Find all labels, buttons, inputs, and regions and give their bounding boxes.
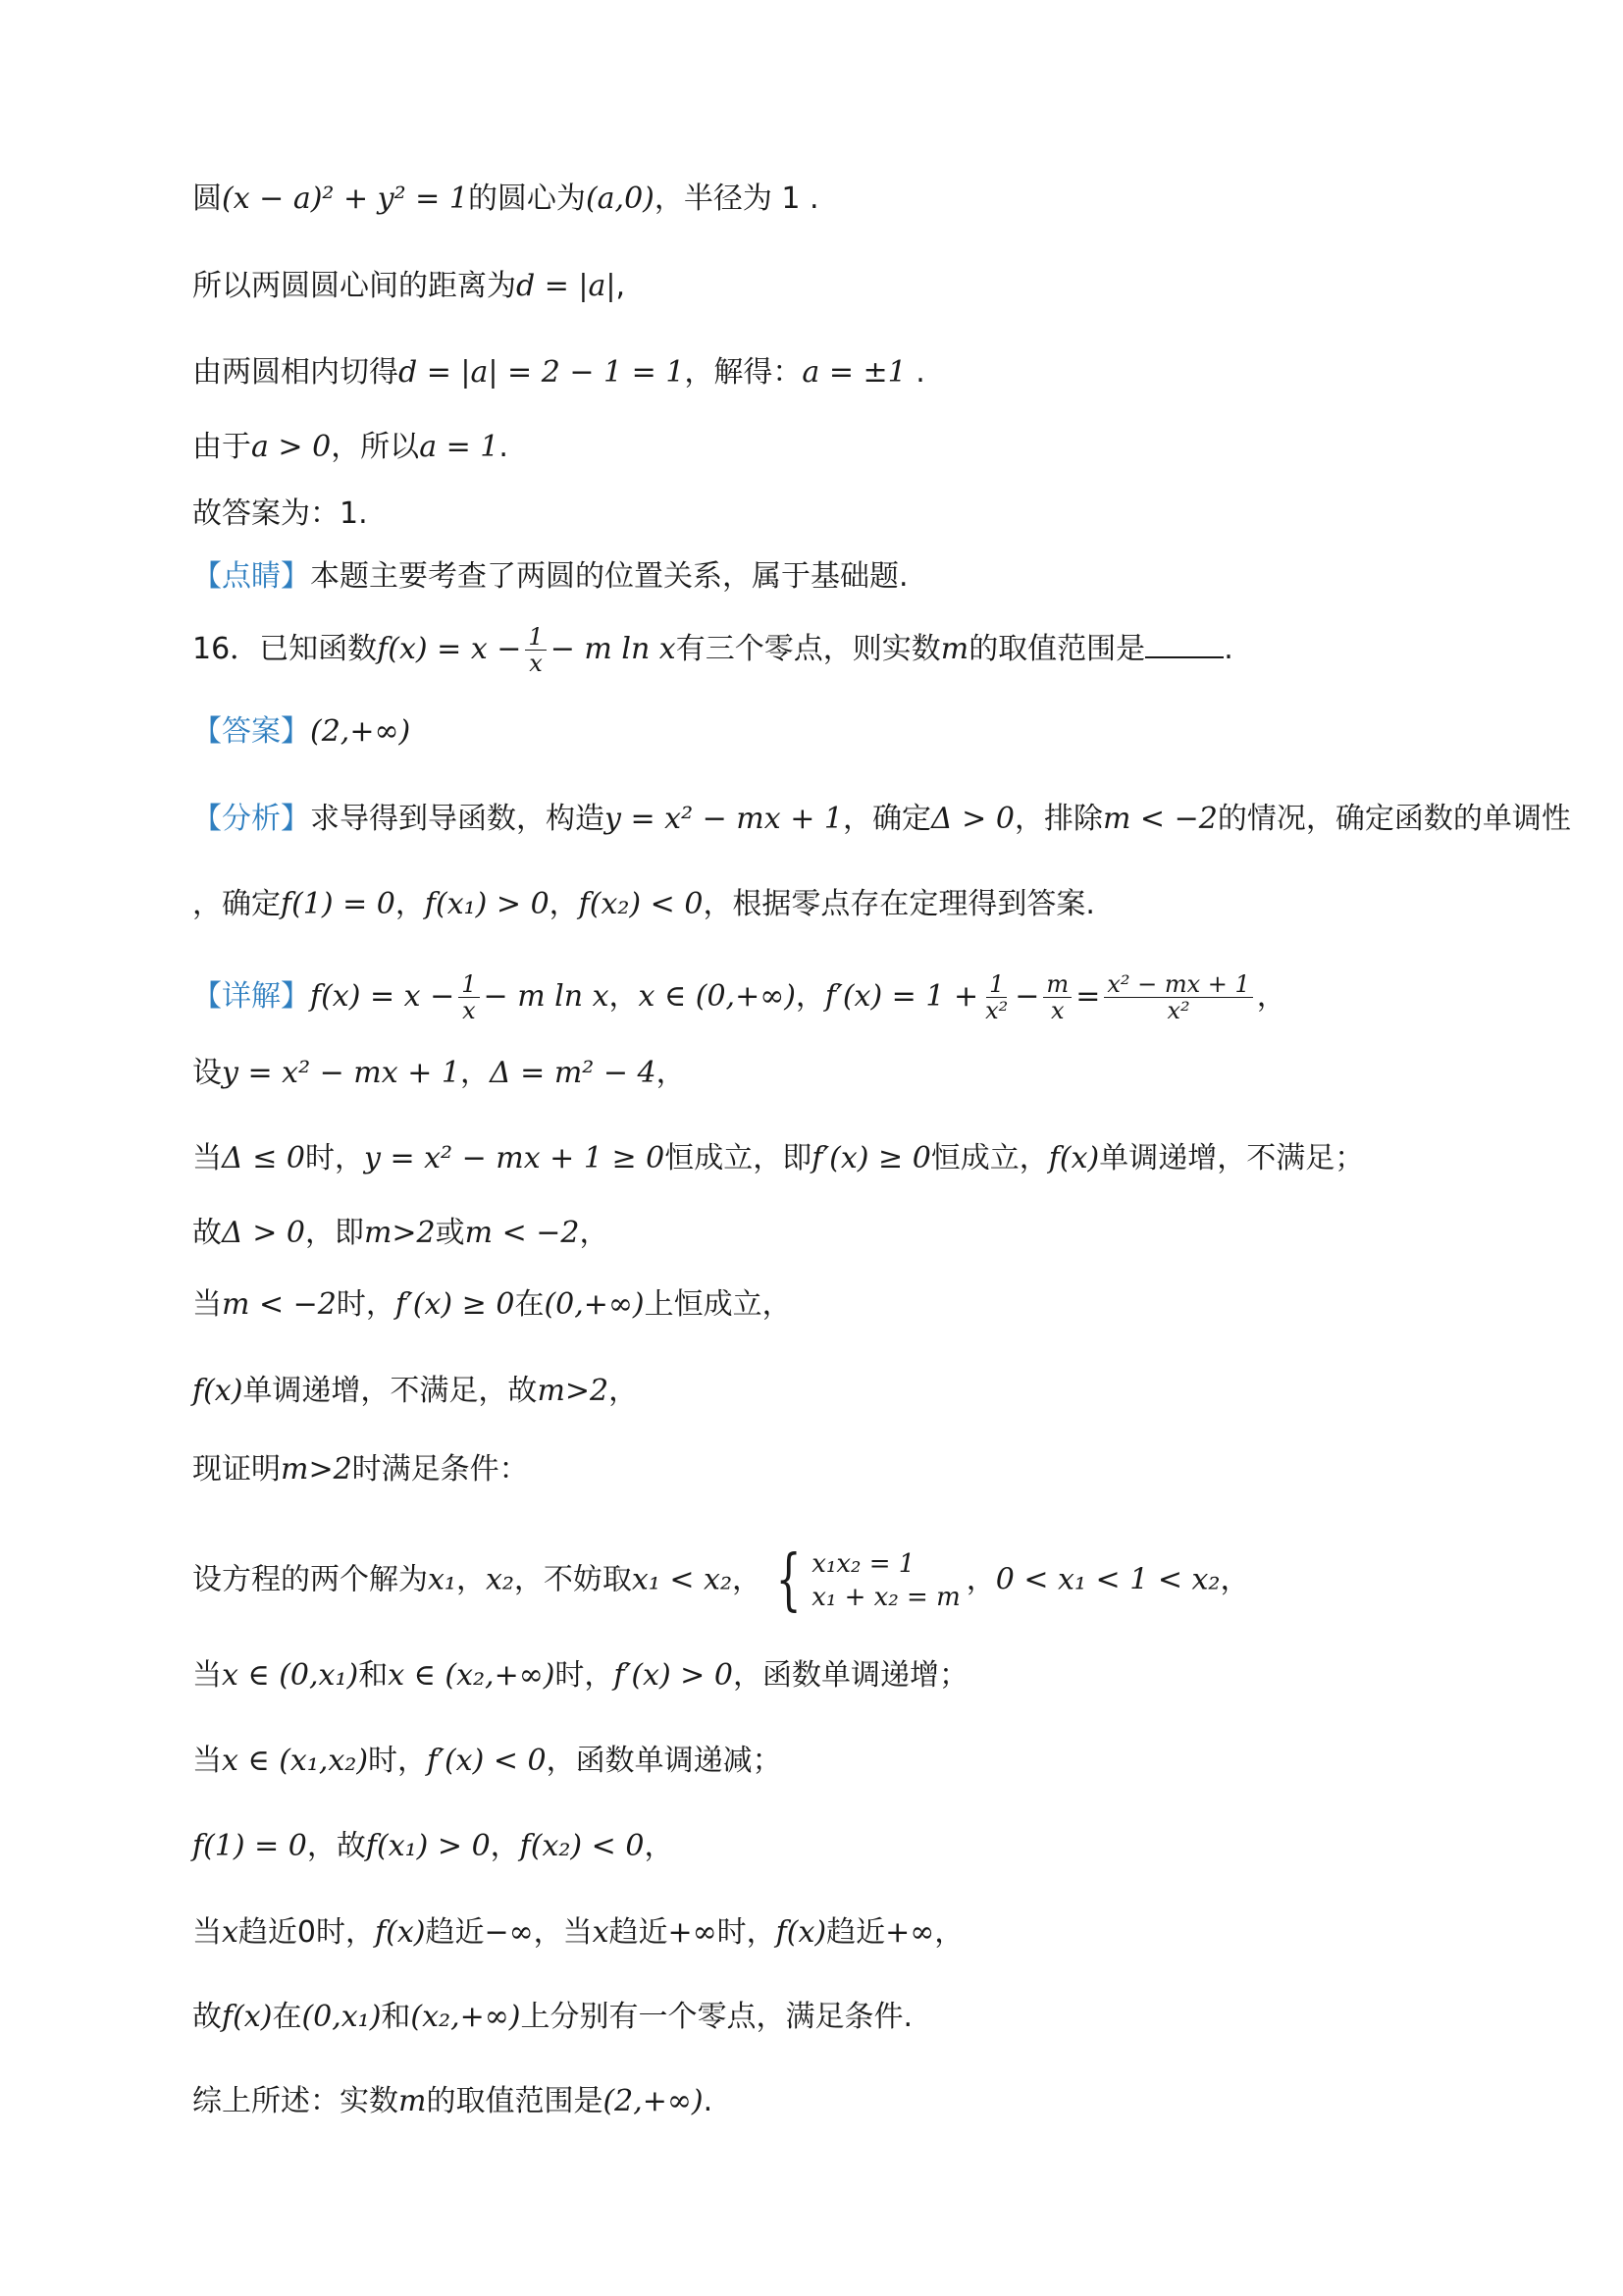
text: 时满足条件： [351,1452,529,1487]
fraction-numerator: m [1043,971,1072,998]
math-expression: f(x) [192,1374,243,1408]
text: ， [549,887,579,921]
detail-16-derivative [192,971,1505,1023]
math-expression: f(x) = x − [310,979,455,1014]
line-answer-15 [192,495,1505,534]
math-expression: m < −2 [1102,802,1218,836]
math-expression: x ∈ (0,x₁) [222,1658,359,1693]
detail-16-zeros [192,1998,1505,2037]
text: 当 [192,1744,222,1778]
math-expression: − m ln x [550,632,676,666]
math-expression: m < −2 [222,1287,337,1322]
math-expression: (2,+∞) [310,714,411,749]
text: ，解得： [684,355,803,390]
math-expression: x ∈ (x₂,+∞) [388,1658,555,1693]
text: ， [966,1562,996,1597]
fraction [458,971,479,1023]
math-expression: (x₂,+∞) [410,2000,521,2034]
math-expression: f(x) [375,1915,426,1950]
analysis-16-line1 [192,800,1571,839]
math-expression: (x − a)² + y² = 1 [222,182,468,216]
text: ，函数单调递减； [546,1744,782,1778]
text: 有三个零点，则实数 [675,632,941,666]
text: ，排除 [1014,802,1103,836]
math-expression: − [1015,979,1040,1014]
math-expression: a = ±1 [802,355,907,390]
line-comment-15 [192,557,1505,597]
text: ， [795,979,825,1014]
detail-16-roots [192,1541,1505,1619]
detail-16-values [192,1827,1505,1866]
math-expression: x₁ [428,1562,456,1597]
text: . [498,430,508,464]
text: 的圆心为 [467,182,586,216]
math-expression: f(1) = 0 [281,887,395,921]
fraction [1104,971,1252,1023]
detail-tag: 【详解】 [192,979,310,1014]
text: 时， [554,1658,614,1693]
text: ，确定 [192,887,281,921]
text: ， [394,887,425,921]
text: 和 [381,2000,411,2034]
text: ，函数单调递增； [732,1658,969,1693]
text: ，故 [306,1829,366,1863]
math-expression: d = |a| [516,269,616,303]
math-expression: f(x₂) < 0 [578,887,704,921]
line-circle-center [192,180,1505,219]
math-expression: y = x² − mx + 1 [222,1056,460,1090]
math-expression: f′(x) > 0 [613,1658,733,1693]
fraction-numerator: 1 [525,624,546,651]
math-expression: m>2 [537,1374,609,1408]
fraction-numerator: 1 [986,971,1007,998]
text: 故 [192,2000,222,2034]
answer-16 [192,712,1505,752]
line-a-positive [192,428,1505,467]
math-expression: m [398,2084,427,2118]
text: ，确定 [842,802,931,836]
detail-16-m-less-neg2 [192,1285,1505,1325]
math-expression: x₁ < x₂ [631,1562,733,1597]
text: ，即 [304,1216,364,1250]
math-expression: +∞ [667,1915,717,1950]
detail-16-case-delta-le-0 [192,1139,1505,1178]
analysis-tag: 【分析】 [192,802,310,836]
text: ， [608,979,639,1014]
text: 在 [272,2000,302,2034]
text: . [1224,632,1233,666]
text: 设 [192,1056,222,1090]
brace-icon: { [775,1541,802,1619]
text: 在 [514,1287,545,1322]
math-expression: 0 < x₁ < 1 < x₂ [995,1562,1221,1597]
text: ， [490,1829,520,1863]
detail-16-decreasing [192,1742,1505,1781]
math-expression: f(1) = 0 [192,1829,307,1863]
detail-16-prove [192,1450,1505,1489]
fraction-numerator: 1 [458,971,479,998]
answer-blank [1145,631,1224,658]
text: 故答案为：1. [192,496,368,531]
text: 时， [716,1915,776,1950]
line-internal-tangent [192,353,1505,392]
text: 故 [192,1216,222,1250]
fraction-denominator: x [1051,997,1065,1024]
fraction-denominator: x [529,650,543,677]
fraction [982,971,1011,1023]
text: 趋近 [826,1915,886,1950]
text: ，所以 [331,430,420,464]
text: ， [934,1915,965,1950]
text: 恒成立， [930,1141,1049,1175]
math-expression: Δ > 0 [222,1216,305,1250]
math-expression: (2,+∞) [602,2084,704,2118]
system-equation-2: x₁ + x₂ = m [812,1583,961,1612]
text: 趋近 [608,1915,668,1950]
math-expression: m < −2 [464,1216,580,1250]
analysis-16-line2 [192,885,1505,924]
math-expression: = [1075,979,1101,1014]
equation-system [767,1541,961,1619]
text: 和 [358,1658,389,1693]
fraction-denominator: x² [985,997,1009,1024]
math-expression: f(x₁) > 0 [365,1829,491,1863]
line-center-distance [192,267,1505,306]
text: 时， [368,1744,428,1778]
text: ， [655,1056,686,1090]
text: ， [608,1374,639,1408]
system-equation-1: x₁x₂ = 1 [812,1549,916,1579]
math-expression: a = 1 [419,430,499,464]
detail-16-monotone [192,1372,1505,1411]
text: 现证明 [192,1452,281,1487]
detail-16-increasing [192,1656,1505,1696]
math-expression: (0,x₁) [301,2000,382,2034]
text: 恒成立，即 [664,1141,812,1175]
text: 时， [336,1287,395,1322]
math-expression: f′(x) = 1 + [824,979,979,1014]
text: , [615,269,626,303]
detail-16-limits [192,1913,1505,1953]
detail-16-conclusion [192,2082,1505,2121]
math-expression: f′(x) ≥ 0 [812,1141,931,1175]
fraction-numerator: x² − mx + 1 [1104,971,1252,998]
text: 当 [192,1141,222,1175]
math-expression: x [222,1915,238,1950]
text: 当 [192,1287,222,1322]
math-expression: x₂ [485,1562,514,1597]
detail-16-define-y [192,1054,1505,1093]
math-expression: f(x) [775,1915,827,1950]
text: 16．已知函数 [192,632,378,666]
detail-16-delta-positive [192,1214,1505,1253]
math-expression: (0,+∞) [544,1287,645,1322]
question-16 [192,624,1505,676]
answer-tag: 【答案】 [192,714,310,749]
text: ， [1256,979,1286,1014]
math-expression: Δ ≤ 0 [222,1141,305,1175]
text: 或 [435,1216,465,1250]
math-expression: f(x) [1048,1141,1100,1175]
text: 当 [192,1658,222,1693]
text: ， [579,1216,609,1250]
text: 的取值范围是 [426,2084,603,2118]
text: 由于 [192,430,251,464]
math-expression: x ∈ (x₁,x₂) [222,1744,369,1778]
text: 趋近0时， [237,1915,376,1950]
text: ，当 [533,1915,593,1950]
math-expression: (a,0) [585,182,654,216]
text: ， [1220,1562,1250,1597]
math-expression: m>2 [363,1216,436,1250]
text: . [703,2084,713,2118]
text: 的情况，确定函数的单调性 [1217,802,1571,836]
math-expression: a > 0 [251,430,332,464]
text: 当 [192,1915,222,1950]
math-expression: Δ = m² − 4 [489,1056,656,1090]
fraction-denominator: x² [1167,997,1190,1024]
comment-tag: 【点睛】 [192,559,310,594]
math-expression: f′(x) < 0 [427,1744,547,1778]
text: 时， [304,1141,364,1175]
text: 所以两圆圆心间的距离为 [192,269,516,303]
math-expression: x [592,1915,609,1950]
fraction [525,624,546,676]
text: 上分别有一个零点，满足条件. [520,2000,913,2034]
text: 设方程的两个解为 [192,1562,428,1597]
text: 的取值范围是 [969,632,1146,666]
text: 圆 [192,182,222,216]
math-expression: − m ln x [483,979,609,1014]
math-expression: m>2 [281,1452,352,1487]
math-expression: y = x² − mx + 1 ≥ 0 [363,1141,665,1175]
math-expression: f(x) [222,2000,273,2034]
fraction [1043,971,1072,1023]
math-expression: f(x) = x − [377,632,522,666]
text: ， [732,1562,762,1597]
text: 求导得到导函数，构造 [310,802,604,836]
text: ，半径为 1 . [654,182,819,216]
text: . [906,355,925,390]
math-expression: f′(x) ≥ 0 [394,1287,515,1322]
text: 由两圆相内切得 [192,355,398,390]
text: 上恒成立， [644,1287,792,1322]
text: ，不妨取 [513,1562,632,1597]
math-expression: d = |a| = 2 − 1 = 1 [398,355,685,390]
math-expression: f(x₂) < 0 [519,1829,645,1863]
text: 综上所述：实数 [192,2084,398,2118]
text: ， [644,1829,674,1863]
math-expression: x ∈ (0,+∞) [638,979,796,1014]
text: 单调递增，不满足，故 [242,1374,538,1408]
text: 单调递增，不满足； [1099,1141,1365,1175]
text: ， [455,1562,486,1597]
text: ，根据零点存在定理得到答案. [703,887,1095,921]
text: 本题主要考查了两圆的位置关系，属于基础题. [310,559,909,594]
math-expression: −∞ [484,1915,534,1950]
math-expression: y = x² − mx + 1 [604,802,843,836]
math-expression: f(x₁) > 0 [424,887,550,921]
math-expression: +∞ [885,1915,935,1950]
text: 趋近 [425,1915,485,1950]
math-expression: Δ > 0 [930,802,1015,836]
fraction-denominator: x [462,997,476,1024]
math-expression: m [940,632,969,666]
text: ， [459,1056,490,1090]
